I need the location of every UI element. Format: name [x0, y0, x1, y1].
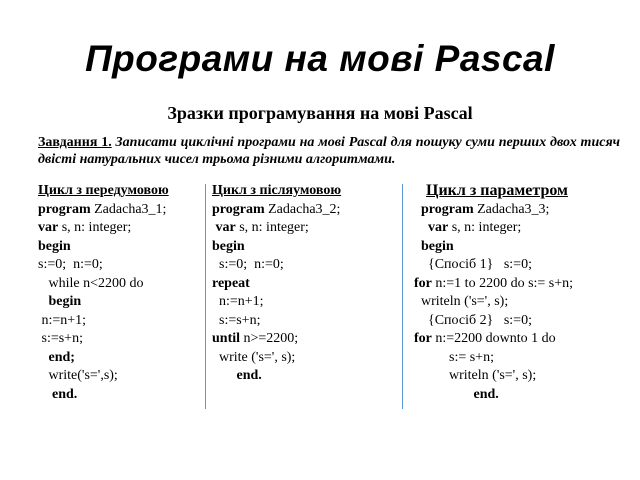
code-line	[414, 386, 573, 405]
code-text: writeln ('s=', s);	[414, 368, 537, 383]
code-line	[212, 275, 341, 294]
task-text: Записати циклічні програми на мові Pascal для пошуку суми перших двох тисяч двісті натуральних чисел трьома різними алгоритмами.	[38, 135, 621, 167]
code-keyword: end.	[38, 386, 78, 402]
code-keyword: begin	[38, 294, 82, 309]
code-keyword: end.	[414, 386, 499, 402]
code-text: n:=2200 downto 1 do	[431, 331, 556, 346]
code-keyword: program	[414, 201, 474, 217]
code-keyword: var	[38, 220, 59, 235]
code-line	[38, 219, 169, 238]
code-text: s, n: integer;	[235, 220, 309, 235]
task-description	[38, 134, 620, 168]
code-text: s:=s+n;	[38, 331, 83, 346]
code-keyword: for	[414, 275, 432, 291]
code-text: n:=n+1;	[212, 294, 264, 309]
code-line	[38, 201, 169, 220]
column-postcondition	[212, 182, 341, 386]
code-keyword: until	[212, 331, 241, 346]
code-line	[414, 275, 573, 294]
code-text: s, n: integer;	[448, 220, 522, 235]
code-keyword: var	[212, 220, 236, 235]
code-keyword: end;	[38, 349, 75, 365]
column-heading: Цикл з параметром	[426, 182, 568, 199]
code-keyword: for	[414, 331, 432, 346]
code-text: {Спосіб 2} s:=0;	[414, 312, 532, 328]
code-keyword: var	[414, 220, 449, 235]
code-text: write('s=',s);	[38, 368, 118, 383]
subtitle: Зразки програмування на мові Pascal	[167, 103, 473, 123]
code-text: s:= s+n;	[414, 349, 494, 365]
column-divider	[205, 184, 206, 409]
code-text: write ('s=', s);	[212, 349, 296, 365]
code-line	[212, 238, 341, 257]
code-line	[212, 293, 341, 312]
code-keyword: end.	[212, 368, 262, 383]
column-precondition	[38, 182, 169, 404]
code-text: Zadacha3_3;	[473, 201, 550, 217]
code-keyword: repeat	[212, 275, 250, 291]
code-text: {Спосіб 1} s:=0;	[414, 257, 532, 272]
code-line	[414, 201, 573, 220]
code-line	[212, 367, 341, 386]
code-line	[38, 386, 169, 405]
code-line	[414, 293, 573, 312]
code-line	[414, 238, 573, 257]
code-line	[38, 312, 169, 331]
column-heading: Цикл з передумовою	[38, 183, 169, 198]
code-text: s, n: integer;	[58, 220, 132, 235]
code-text: Zadacha3_2;	[264, 201, 341, 217]
code-text: s:=s+n;	[212, 312, 261, 328]
column-heading: Цикл з післяумовою	[212, 183, 342, 198]
code-line	[38, 330, 169, 349]
code-line	[414, 219, 573, 238]
column-divider	[402, 184, 403, 409]
code-text: writeln ('s=', s);	[414, 294, 509, 309]
code-keyword: begin	[414, 238, 454, 254]
code-line	[212, 312, 341, 331]
code-text: Zadacha3_1;	[90, 201, 167, 217]
code-keyword: begin	[38, 238, 71, 254]
code-line	[212, 330, 341, 349]
code-line	[38, 256, 169, 275]
code-keyword: program	[212, 201, 265, 217]
code-line	[38, 349, 169, 368]
page-title: Програми на мові Pascal	[85, 38, 555, 79]
code-line	[38, 275, 169, 294]
code-text: s:=0; n:=0;	[212, 257, 284, 272]
code-line	[38, 238, 169, 257]
code-line	[414, 367, 573, 386]
code-text: n:=n+1;	[38, 312, 87, 328]
code-line	[414, 312, 573, 331]
code-keyword: program	[38, 201, 91, 217]
code-keyword: begin	[212, 238, 245, 254]
code-line	[414, 256, 573, 275]
column-parameter	[414, 182, 573, 404]
code-line	[212, 349, 341, 368]
code-text: while n<2200 do	[38, 275, 144, 291]
code-text: n:=1 to 2200 do s:= s+n;	[431, 275, 574, 291]
code-line	[38, 367, 169, 386]
task-label: Завдання 1.	[38, 135, 112, 150]
code-line	[38, 293, 169, 312]
code-line	[212, 256, 341, 275]
code-line	[414, 349, 573, 368]
code-line	[212, 219, 341, 238]
code-line	[414, 330, 573, 349]
code-text: s:=0; n:=0;	[38, 257, 103, 272]
code-line	[212, 201, 341, 220]
code-text: n>=2200;	[240, 331, 299, 346]
